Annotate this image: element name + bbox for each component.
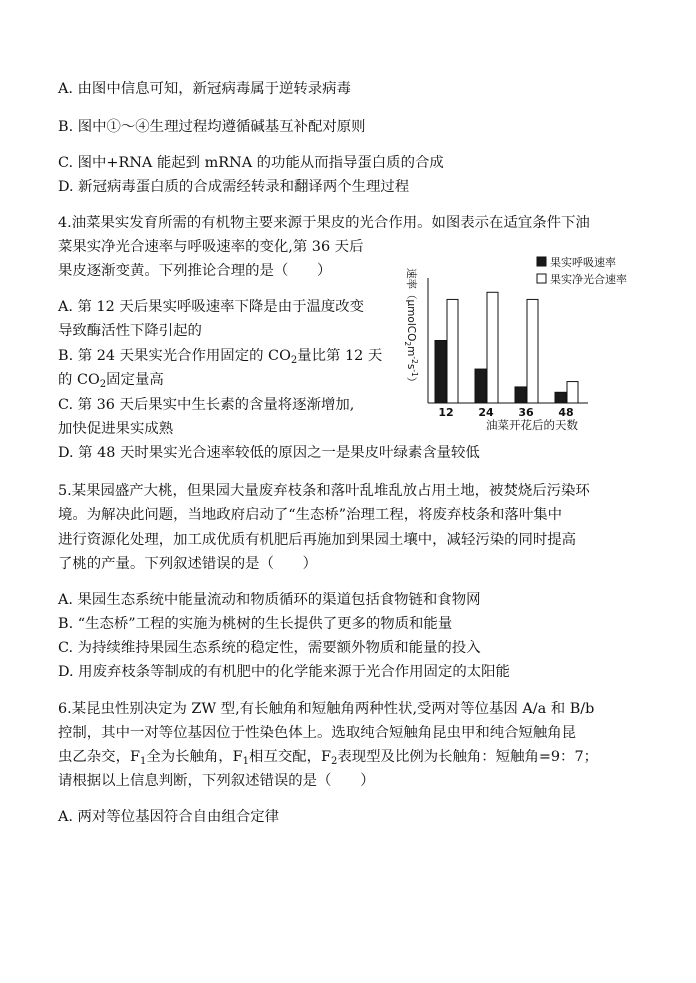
q5-stem-line1: 5.某果园盛产大桃，但果园大量废弃枝条和落叶乱堆乱放占用土地，被焚烧后污染环 bbox=[58, 483, 590, 499]
legend-swatch bbox=[537, 257, 546, 266]
x-axis-label: 油菜开花后的天数 bbox=[486, 418, 578, 432]
legend-label: 果实净光合速率 bbox=[550, 273, 627, 286]
bar-respiration-day-48 bbox=[555, 392, 566, 403]
q4-option-b-line2: 的 $CO_2$固定量高 bbox=[58, 372, 164, 390]
q5-option-d: D. 用废弃枝条等制成的有机肥中的化学能来源于光合作用固定的太阳能 bbox=[58, 664, 510, 680]
q4-stem-line1: 4.油菜果实发育所需的有机物主要来源于果皮的光合作用。如图表示在适宜条件下油 bbox=[58, 215, 590, 231]
q5-option-b: B. “生态桥”工程的实施为桃树的生长提供了更多的物质和能量 bbox=[58, 616, 453, 632]
bar-respiration-day-24 bbox=[475, 369, 486, 403]
q6-stem-line1: 6.某昆虫性别决定为 ZW 型,有长触角和短触角两种性状,受两对等位基因 A/a 和 B/b bbox=[58, 701, 595, 717]
q3-option-b: B. 图中①～④生理过程均遵循碱基互补配对原则 bbox=[58, 119, 366, 135]
q3-option-c: C. 图中+RNA 能起到 mRNA 的功能从而指导蛋白质的合成 bbox=[58, 155, 444, 171]
q6-stem-line4: 请根据以上信息判断，下列叙述错误的是（ ） bbox=[58, 773, 375, 789]
q5-option-a: A. 果园生态系统中能量流动和物质循环的渠道包括食物链和食物网 bbox=[58, 592, 481, 608]
q4-stem-line3: 果皮逐渐变黄。下列推论合理的是（ ） bbox=[58, 263, 332, 279]
x-tick-label: 36 bbox=[518, 406, 534, 419]
q4-option-a-line2: 导致酶活性下降引起的 bbox=[58, 323, 202, 339]
y-axis-label bbox=[403, 268, 419, 387]
q4-stem-line2: 菜果实净光合速率与呼吸速率的变化,第 36 天后 bbox=[58, 239, 364, 255]
q5-stem-line3: 进行资源化处理，加工成优质有机肥后再施加到果园土壤中，减轻污染的同时提高 bbox=[58, 532, 577, 548]
q6-stem-line2: 控制，其中一对等位基因位于性染色体上。选取纯合短触角昆虫甲和纯合短触角昆 bbox=[58, 725, 577, 741]
legend-swatch bbox=[537, 274, 546, 283]
q5-stem-line2: 境。为解决此问题，当地政府启动了“生态桥”治理工程，将废弃枝条和落叶集中 bbox=[58, 507, 562, 523]
q5-stem-line4: 了桃的产量。下列叙述错误的是（ ） bbox=[58, 556, 318, 572]
bar-respiration-day-36 bbox=[515, 387, 526, 403]
chart-legend bbox=[537, 255, 627, 286]
bar-chart bbox=[400, 248, 645, 438]
q4-option-a-line1: A. 第 12 天后果实呼吸速率下降是由于温度改变 bbox=[58, 299, 365, 315]
bar-net-photosynthesis-day-24 bbox=[487, 292, 498, 403]
x-tick-label: 12 bbox=[438, 406, 454, 419]
q5-option-c: C. 为持续维持果园生态系统的稳定性，需要额外物质和能量的投入 bbox=[58, 640, 481, 656]
x-tick-label: 48 bbox=[558, 406, 574, 419]
bar-net-photosynthesis-day-36 bbox=[527, 299, 538, 403]
q3-option-a: A. 由图中信息可知，新冠病毒属于逆转录病毒 bbox=[58, 81, 351, 97]
q3-option-d: D. 新冠病毒蛋白质的合成需经转录和翻译两个生理过程 bbox=[58, 179, 410, 195]
bar-net-photosynthesis-day-48 bbox=[567, 382, 578, 403]
q4-option-c-line2: 加快促进果实成熟 bbox=[58, 421, 174, 437]
legend-label: 果实呼吸速率 bbox=[550, 256, 616, 269]
q4-option-b-line1: B. 第 24 天果实光合作用固定的 $CO_2$量比第 12 天 bbox=[58, 348, 383, 366]
bar-net-photosynthesis-day-12 bbox=[447, 299, 458, 403]
q4-option-c-line1: C. 第 36 天后果实中生长素的含量将逐渐增加, bbox=[58, 397, 355, 413]
q4-option-d: D. 第 48 天时果实光合速率较低的原因之一是果皮叶绿素含量较低 bbox=[58, 445, 480, 461]
q6-option-a: A. 两对等位基因符合自由组合定律 bbox=[58, 809, 280, 825]
bar-respiration-day-12 bbox=[435, 341, 446, 404]
x-tick-label: 24 bbox=[478, 406, 494, 419]
y-axis-label-text: 速率$(\mu molCO_2m^{-2}s^{-1})$ bbox=[403, 268, 419, 388]
q6-stem-line3: 虫乙杂交，$F_1$全为长触角，$F_1$相互交配，$F_2$表现型及比例为长触角：短触角=9：7； bbox=[58, 749, 598, 767]
